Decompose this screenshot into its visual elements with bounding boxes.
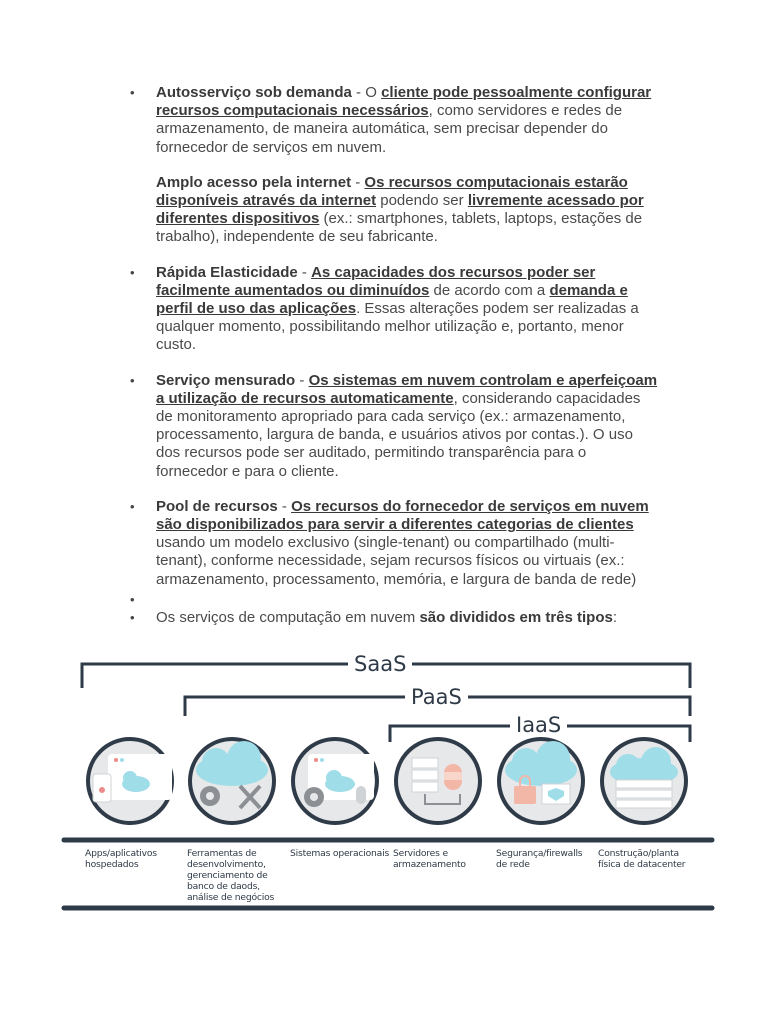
item-highlight: demanda e perfil de uso das aplicações: [156, 281, 628, 318]
item-text: usando um modelo exclusivo (single-tenant) ou compartilhado (multi-tenant), conforme necessidade, sejam recursos físicos ou virtuais (ex.: armazenamento, processamento, memória, e largura de banda de rede): [156, 534, 637, 588]
tier-label-datacenter: Construção/planta física de datacenter: [598, 848, 686, 870]
tier-apps-icon: [86, 737, 174, 825]
item-text: . Essas alterações podem ser realizadas a qualquer momento, possibilitando melhor utilização e, portanto, menor custo.: [156, 300, 639, 354]
tier-label-os: Sistemas operacionais: [290, 848, 390, 859]
item-highlight: As capacidades dos recursos poder ser facilmente aumentados ou diminuídos: [156, 263, 596, 299]
list-item: [128, 84, 658, 157]
item-title: Serviço mensurado: [156, 371, 296, 389]
item-text: Os serviços de computação em nuvem: [156, 608, 420, 626]
cloud-service-diagram: [60, 650, 720, 920]
tier-label-servers: Servidores e armazenamento: [393, 848, 466, 870]
saas-label: SaaS: [348, 652, 412, 676]
tier-os-icon: [291, 737, 379, 825]
item-highlight: livremente acessado por diferentes dispositivos: [156, 192, 644, 228]
feature-list: [128, 84, 658, 627]
tier-label-dev-tools: Ferramentas de desenvolvimento, gerenciamento de banco de daods, análise de negócios: [187, 848, 275, 903]
separator: - O: [351, 84, 382, 101]
tier-security-icon: [497, 737, 585, 825]
item-text: , considerando capacidades de monitoramento apropriado para cada serviço (ex.: armazenamento, processamento, largura de banda, e usuários ativos por contas.). O uso dos recursos pode ser auditado, permitindo transparência para o fornecedor e para o cliente.: [156, 389, 641, 480]
item-text: (ex.: smartphones, tablets, laptops, estações de trabalho), independente de seu fabricante.: [156, 210, 643, 246]
tier-datacenter-icon: [600, 737, 688, 825]
tier-dev-tools-icon: [188, 737, 276, 825]
tier-label-apps: Apps/aplicativos hospedados: [85, 848, 157, 870]
separator: -: [351, 173, 365, 191]
item-text: de acordo com a: [429, 281, 550, 299]
item-title: Amplo acesso pela internet: [156, 173, 352, 191]
list-item: [128, 174, 658, 247]
item-title: Pool de recursos: [156, 497, 278, 515]
item-highlight: Os sistemas em nuvem controlam e aperfeiçoam a utilização de recursos automaticamente: [156, 371, 658, 407]
tier-label-security: Segurança/firewalls de rede: [496, 848, 583, 870]
separator: -: [297, 263, 312, 281]
list-item: [128, 498, 658, 589]
list-item: [128, 372, 658, 481]
tier-servers-icon: [394, 737, 482, 825]
paas-label: PaaS: [405, 685, 468, 709]
item-text: , como servidores e redes de armazenamento, de maneira automática, sem precisar depender do fornecedor de serviços em nuvem.: [156, 102, 623, 156]
iaas-label: IaaS: [510, 713, 567, 737]
item-title: são divididos em três tipos: [419, 608, 613, 626]
list-item-empty: [128, 591, 658, 609]
item-highlight: cliente pode pessoalmente configurar recursos computacionais necessários: [156, 84, 652, 120]
list-item: [128, 264, 658, 355]
item-title: Rápida Elasticidade: [156, 263, 298, 281]
item-text: podendo ser: [376, 192, 468, 210]
item-highlight: Os recursos computacionais estarão disponíveis através da internet: [156, 173, 628, 210]
item-title: Autosserviço sob demanda: [156, 84, 352, 101]
list-item: [128, 609, 658, 627]
item-text: :: [612, 608, 618, 626]
item-highlight: Os recursos do fornecedor de serviços em nuvem são disponibilizados para servir a diferentes categorias de clientes: [156, 497, 649, 534]
diagram-graphics: [60, 650, 720, 920]
separator: -: [295, 371, 309, 389]
separator: -: [277, 497, 292, 515]
